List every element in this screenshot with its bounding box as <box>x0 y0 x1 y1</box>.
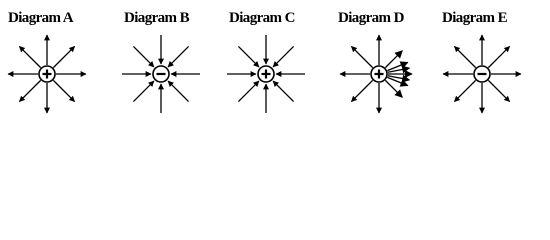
diagram-a-field-line <box>53 46 74 67</box>
diagram-c <box>227 10 305 113</box>
diagram-b-field-line <box>168 46 189 67</box>
diagram-c-field-line <box>238 46 259 67</box>
diagram-b-field-line <box>133 81 154 102</box>
diagram-d-field-line <box>351 80 372 101</box>
diagram-b-label: Diagram B <box>124 10 190 26</box>
diagram-e-charge <box>474 66 490 82</box>
diagram-a-label: Diagram A <box>8 10 74 26</box>
diagram-b-field-line <box>133 46 154 67</box>
diagram-a-charge <box>39 66 55 82</box>
diagram-c-charge <box>258 66 274 82</box>
diagram-c-field-line <box>273 46 294 67</box>
diagram-c-field-line <box>238 81 259 102</box>
diagram-e <box>442 10 521 113</box>
diagram-a-field-line <box>19 46 40 67</box>
diagram-a <box>8 10 86 113</box>
diagram-a-field-line <box>53 80 74 101</box>
diagram-e-field-line <box>454 46 475 67</box>
diagram-e-field-line <box>454 80 475 101</box>
diagram-e-field-line <box>488 80 509 101</box>
diagram-d-charge <box>371 66 387 82</box>
diagram-d-field-line <box>351 46 372 67</box>
diagram-c-field-line <box>273 81 294 102</box>
diagram-a-field-line <box>19 80 40 101</box>
diagram-c-label: Diagram C <box>229 10 295 26</box>
diagram-b-charge <box>153 66 169 82</box>
diagram-d <box>338 10 412 113</box>
diagram-d-label: Diagram D <box>338 10 404 26</box>
diagram-e-label: Diagram E <box>442 10 508 26</box>
diagram-b-field-line <box>168 81 189 102</box>
diagram-e-field-line <box>488 46 509 67</box>
diagram-b <box>122 10 200 113</box>
